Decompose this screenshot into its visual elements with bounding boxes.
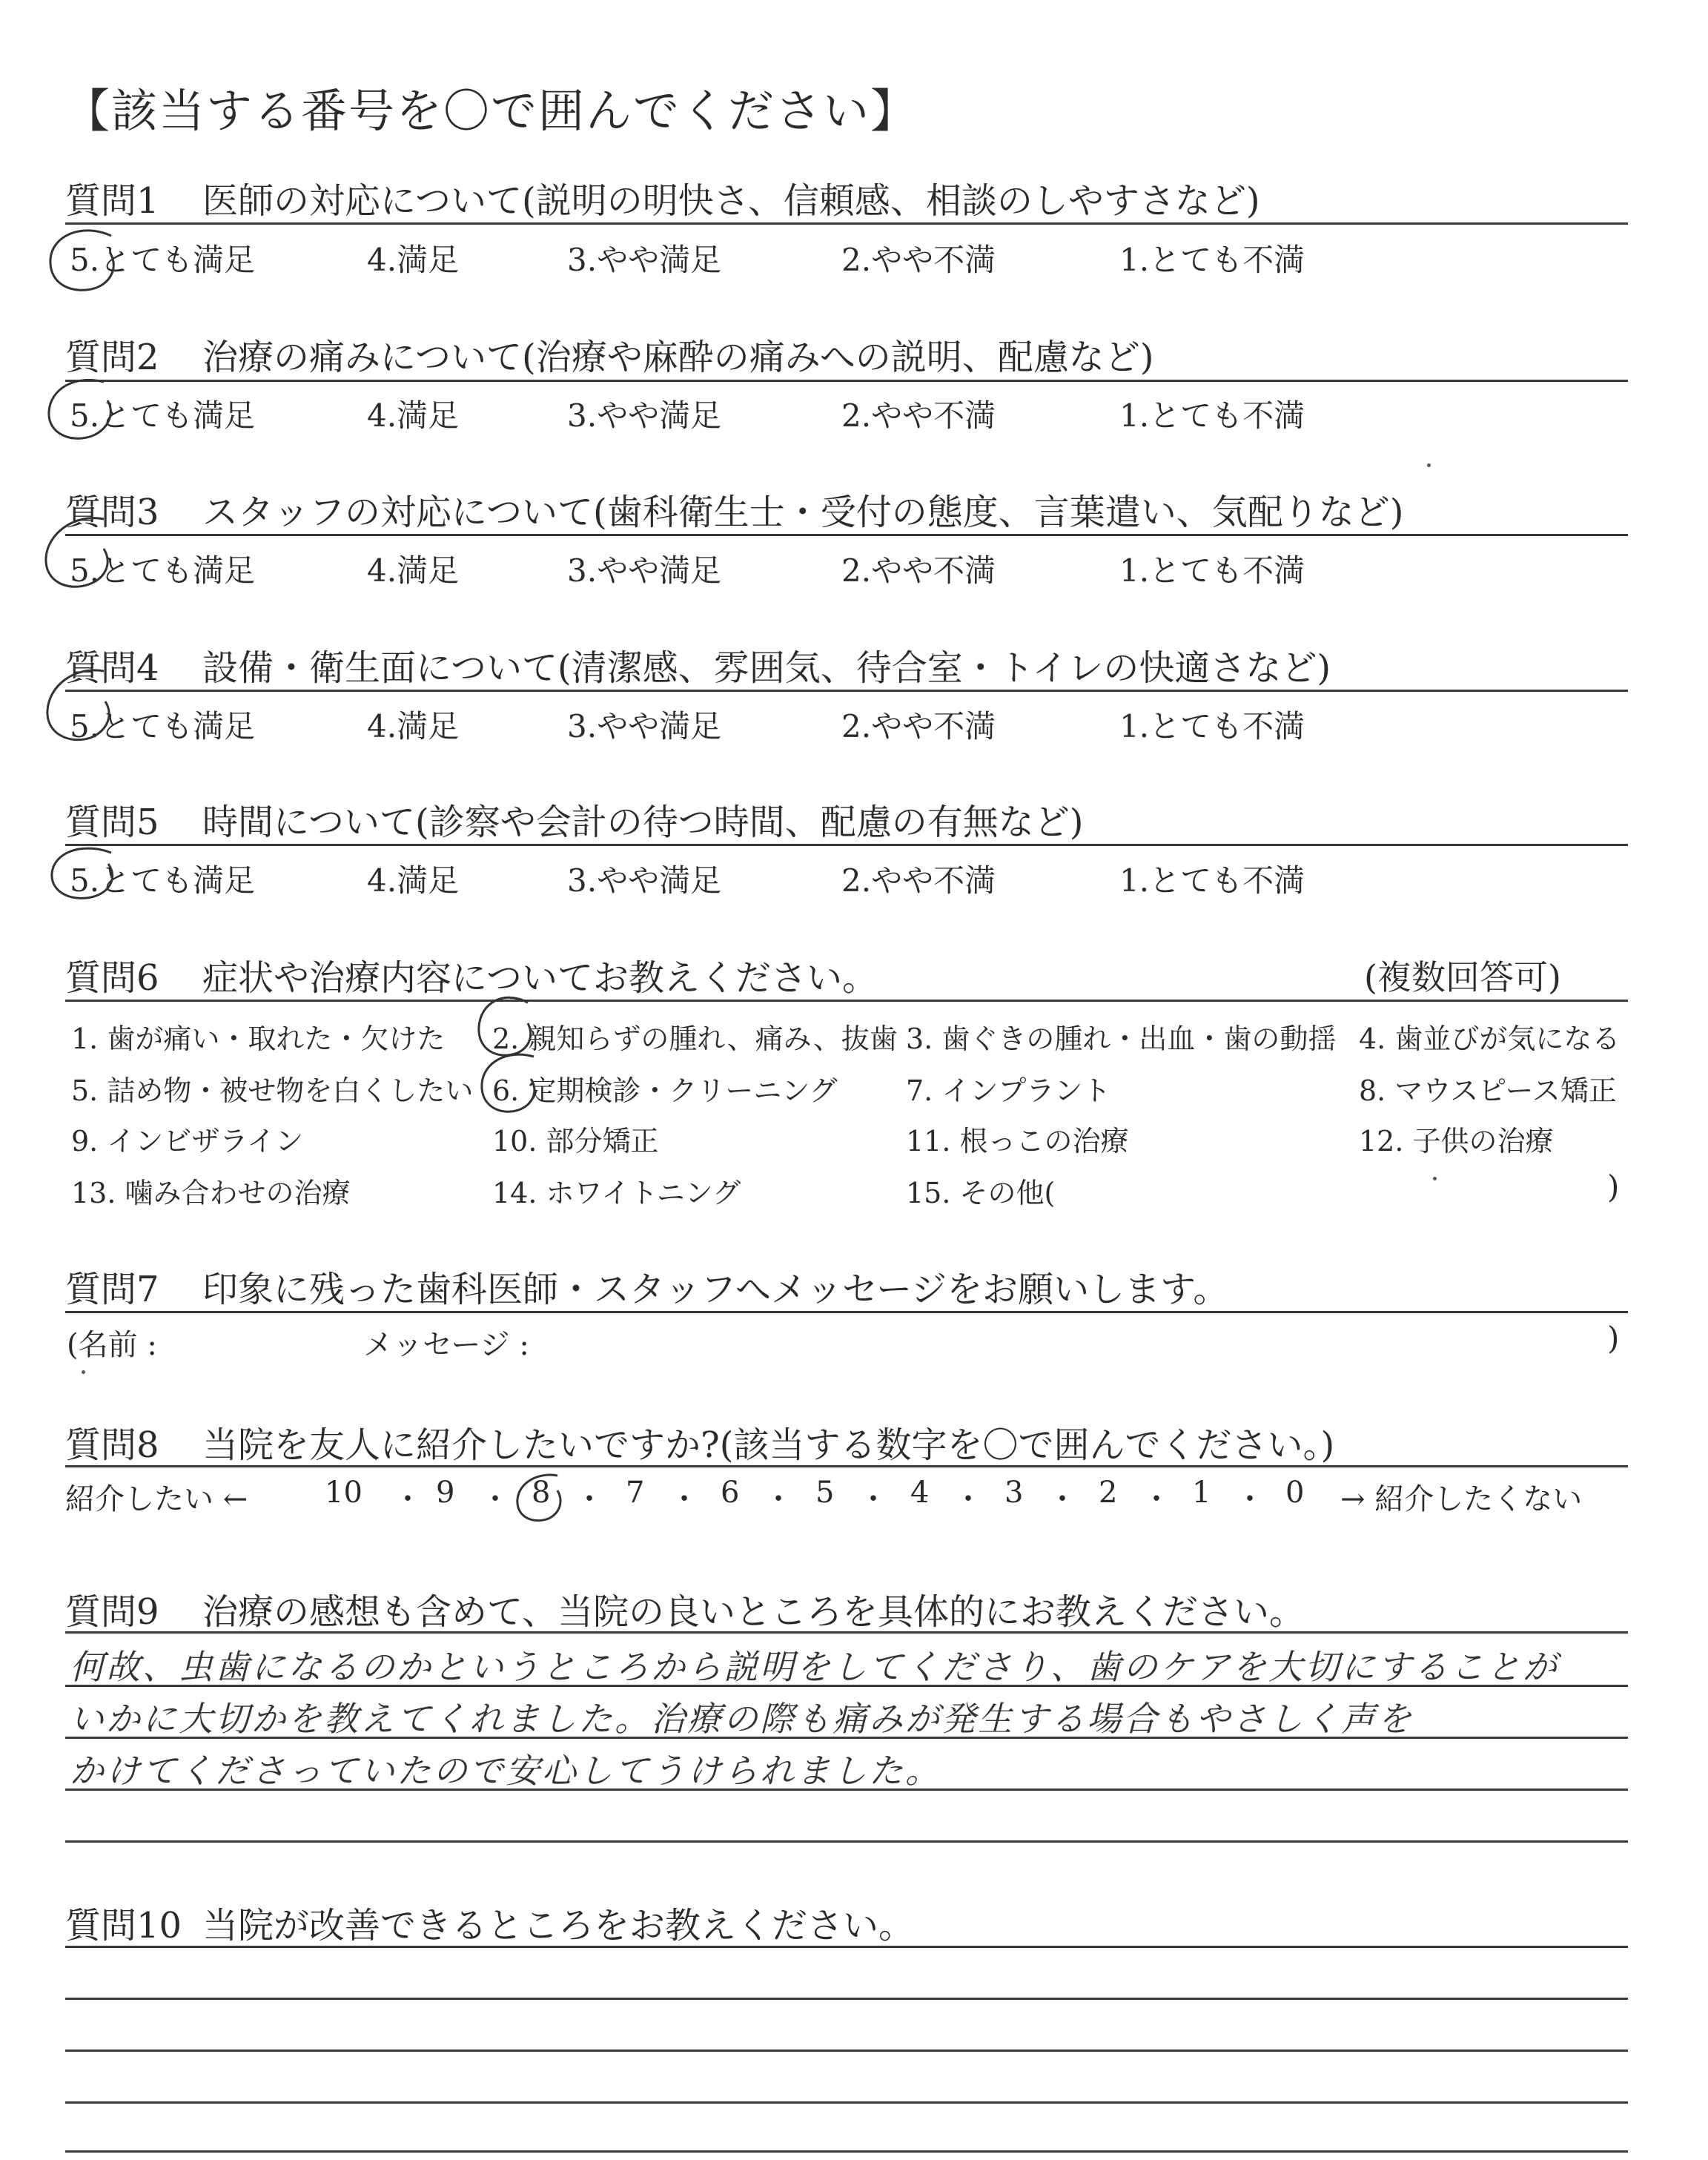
rating-option-1[interactable]: 1.とても不満 <box>1119 862 1305 899</box>
question-number: 質問1 <box>65 180 159 222</box>
scale-2[interactable]: 2 <box>1099 1476 1118 1510</box>
handwritten-answer-line-1: 何故、虫歯になるのかというところから説明をしてくださり、歯のケアを大切にすることが <box>70 1647 1559 1687</box>
rating-option-5[interactable]: 5.とても満足 <box>70 862 256 899</box>
question-text: 当院を友人に紹介したいですか?(該当する数字を〇で囲んでください。) <box>202 1424 1335 1466</box>
name-label: (名前 : <box>67 1328 157 1362</box>
question-text: 症状や治療内容についてお教えください。 <box>202 957 878 999</box>
question-text: 治療の痛みについて(治療や麻酔の痛みへの説明、配慮など) <box>202 337 1154 378</box>
scan-speck <box>82 1370 85 1374</box>
scale-3[interactable]: 3 <box>1004 1476 1024 1510</box>
rating-option-5[interactable]: 5.とても満足 <box>70 397 256 434</box>
rating-option-4[interactable]: 4.満足 <box>367 862 460 899</box>
rating-option-1[interactable]: 1.とても不満 <box>1119 708 1305 744</box>
symptom-option-9[interactable]: 9. インビザライン <box>71 1125 304 1157</box>
message-close-paren: ) <box>1607 1320 1620 1356</box>
rating-option-5[interactable]: 5.とても満足 <box>70 708 256 744</box>
question-text: 設備・衛生面について(清潔感、雰囲気、待合室・トイレの快適さなど) <box>202 647 1331 689</box>
multiple-answers-note: (複数回答可) <box>1364 957 1561 997</box>
question-text: 印象に残った歯科医師・スタッフへメッセージをお願いします。 <box>202 1269 1229 1310</box>
answer-line <box>65 2150 1628 2153</box>
scale-5[interactable]: 5 <box>815 1476 835 1510</box>
rating-option-3[interactable]: 3.やや満足 <box>567 862 722 899</box>
answer-line <box>65 2101 1628 2104</box>
scale-9[interactable]: 9 <box>436 1476 455 1510</box>
rating-option-3[interactable]: 3.やや満足 <box>567 708 722 744</box>
scan-speck <box>1427 463 1431 467</box>
rating-option-2[interactable]: 2.やや不満 <box>841 862 996 899</box>
symptom-option-1[interactable]: 1. 歯が痛い・取れた・欠けた <box>71 1023 446 1055</box>
symptom-option-7[interactable]: 7. インプラント <box>906 1074 1111 1107</box>
rating-option-3[interactable]: 3.やや満足 <box>567 242 722 278</box>
rating-option-4[interactable]: 4.満足 <box>367 242 460 278</box>
divider <box>65 1311 1628 1313</box>
question-text: 当院が改善できるところをお教えください。 <box>202 1905 915 1946</box>
rating-option-3[interactable]: 3.やや満足 <box>567 397 722 434</box>
handwritten-answer-line-3: かけてくださっていたので安心してうけられました。 <box>70 1751 941 1791</box>
question-number: 質問7 <box>65 1269 159 1310</box>
survey-page: 【該当する番号を〇で囲んでください】 質問1 医師の対応について(説明の明快さ、信頼感、相談のしやすさなど) 5.とても満足 4.満足 3.やや満足 2.やや不満 1.とても不満 質問2 治療の痛みについて(治療や麻酔の痛みへの説明、配慮など) 5.とても満足 4.満足 3.やや満足 2.やや不満 1.とても不満 質問3 スタッフの対応について(歯科衛生士・受付の態度、言葉遣い、気配りなど) 5.とても満足 4.満足 3.やや満足 2.やや不満 1.とても不満 質問4 設備・衛生面について(清潔感、雰囲気、待合室・トイレの快適さなど) 5.とても満足 4.満足 3.やや満足 2.やや不満 1.とても不満 質問5 時間について(診察や会計の待つ時間、配慮の有無など) 5.とても満足 4.満足 3.やや満足 2.やや不満 1.とても不満 質問6 症状や治療内容についてお教えください。 (複数回答可) 1. 歯が痛い・取れた・欠けた 2. 親知らずの腫れ、痛み、抜歯 3. 歯ぐきの腫れ・出血・歯の動揺 4. 歯並びが気になる 5. 詰め物・被せ物を白くしたい 6. 定期検診・クリーニング 7. インプラント 8. マウスピース矯正 9. インビザライン 10. 部分矯正 11. 根っこの治療 12. 子供の治療 13. 噛み合わせの治療 14. ホワイトニング 15. その他( ) 質問7 印象に残った歯科医師・スタッフへメッセージをお願いします。 (名前 : メッセージ : ) 質問8 当院を友人に紹介したいですか?(該当する数字を〇で囲んでください。) 紹介したい ← 10 ・ 9 ・ 8 ・ 7 ・ 6 ・ 5 ・ 4 ・ 3 ・ 2 ・ 1 ・ 0 → 紹介したくない 質問9 治療の感想も含めて、当院の良いところを具体的にお教えください。 何故、虫歯になるのかというところから説明をしてくださり、歯のケアを大切にすることが いかに大切かを教えてくれました。治療の際も痛みが発生する場合もやさしく声を かけてくださっていたので安心してうけられました。 質問10 当院が改善できるところをお教えください。 <box>0 0 1708 2160</box>
rating-option-4[interactable]: 4.満足 <box>367 708 460 744</box>
rating-option-5[interactable]: 5.とても満足 <box>70 552 256 589</box>
question-number: 質問5 <box>65 802 159 843</box>
scale-right-label: → 紹介したくない <box>1340 1482 1583 1516</box>
answer-line <box>65 1631 1628 1634</box>
scale-4[interactable]: 4 <box>910 1476 930 1510</box>
question-text: 医師の対応について(説明の明快さ、信頼感、相談のしやすさなど) <box>202 180 1260 222</box>
rating-option-4[interactable]: 4.満足 <box>367 552 460 589</box>
divider <box>65 222 1628 225</box>
scale-left-label: 紹介したい ← <box>65 1482 248 1516</box>
rating-option-1[interactable]: 1.とても不満 <box>1119 397 1305 434</box>
divider <box>65 1000 1628 1002</box>
answer-line <box>65 1840 1628 1843</box>
scale-8[interactable]: 8 <box>532 1476 551 1510</box>
scale-0[interactable]: 0 <box>1285 1476 1305 1510</box>
handwritten-answer-line-2: いかに大切かを教えてくれました。治療の際も痛みが発生する場合もやさしく声を <box>70 1699 1414 1739</box>
divider <box>65 1465 1628 1467</box>
question-text: 治療の感想も含めて、当院の良いところを具体的にお教えください。 <box>202 1591 1305 1633</box>
question-number: 質問6 <box>65 957 159 999</box>
symptom-option-14[interactable]: 14. ホワイトニング <box>492 1177 741 1209</box>
symptom-option-2[interactable]: 2. 親知らずの腫れ、痛み、抜歯 <box>492 1023 898 1055</box>
symptom-option-5[interactable]: 5. 詰め物・被せ物を白くしたい <box>71 1074 474 1107</box>
instruction-heading: 【該当する番号を〇で囲んでください】 <box>64 84 918 138</box>
rating-option-2[interactable]: 2.やや不満 <box>841 242 996 278</box>
symptom-option-3[interactable]: 3. 歯ぐきの腫れ・出血・歯の動揺 <box>906 1023 1337 1055</box>
question-number: 質問3 <box>65 492 159 533</box>
rating-option-3[interactable]: 3.やや満足 <box>567 552 722 589</box>
rating-option-1[interactable]: 1.とても不満 <box>1119 552 1305 589</box>
question-number: 質問9 <box>65 1591 159 1633</box>
symptom-option-11[interactable]: 11. 根っこの治療 <box>906 1125 1129 1157</box>
divider <box>65 844 1628 846</box>
scan-speck <box>1433 1177 1437 1180</box>
scale-6[interactable]: 6 <box>721 1476 740 1510</box>
symptom-option-12[interactable]: 12. 子供の治療 <box>1359 1125 1554 1157</box>
rating-option-2[interactable]: 2.やや不満 <box>841 708 996 744</box>
question-text: 時間について(診察や会計の待つ時間、配慮の有無など) <box>202 802 1084 843</box>
divider <box>65 690 1628 692</box>
answer-line <box>65 2050 1628 2052</box>
question-text: スタッフの対応について(歯科衛生士・受付の態度、言葉遣い、気配りなど) <box>202 492 1404 533</box>
symptom-option-6[interactable]: 6. 定期検診・クリーニング <box>492 1074 838 1107</box>
rating-option-1[interactable]: 1.とても不満 <box>1119 242 1305 278</box>
message-label: メッセージ : <box>363 1328 529 1362</box>
other-close-paren: ) <box>1607 1169 1620 1205</box>
question-number: 質問2 <box>65 337 159 378</box>
symptom-option-13[interactable]: 13. 噛み合わせの治療 <box>71 1177 351 1209</box>
rating-option-2[interactable]: 2.やや不満 <box>841 552 996 589</box>
answer-line <box>65 1998 1628 2000</box>
divider <box>65 380 1628 382</box>
answer-line <box>65 1946 1628 1948</box>
symptom-option-10[interactable]: 10. 部分矯正 <box>492 1125 659 1157</box>
rating-option-2[interactable]: 2.やや不満 <box>841 397 996 434</box>
symptom-option-4[interactable]: 4. 歯並びが気になる <box>1359 1023 1621 1055</box>
rating-option-4[interactable]: 4.満足 <box>367 397 460 434</box>
rating-option-5[interactable]: 5.とても満足 <box>70 242 256 278</box>
symptom-option-8[interactable]: 8. マウスピース矯正 <box>1359 1074 1617 1107</box>
symptom-option-15[interactable]: 15. その他( <box>906 1177 1056 1209</box>
question-number: 質問4 <box>65 647 159 689</box>
question-number: 質問10 <box>65 1905 182 1946</box>
divider <box>65 534 1628 536</box>
scale-1[interactable]: 1 <box>1192 1476 1211 1510</box>
question-number: 質問8 <box>65 1424 159 1466</box>
scale-10[interactable]: 10 <box>325 1476 363 1510</box>
scale-7[interactable]: 7 <box>626 1476 645 1510</box>
